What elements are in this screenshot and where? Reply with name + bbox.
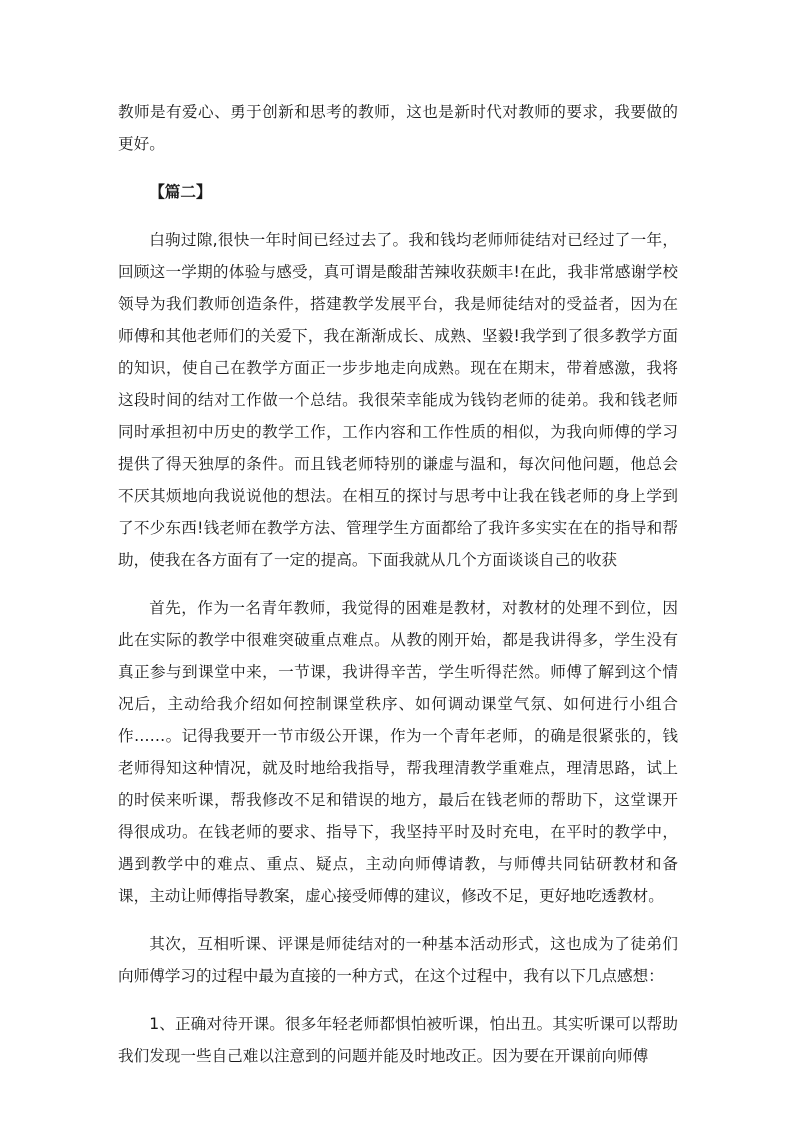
paragraph-point-1: 1、正确对待开课。很多年轻老师都惧怕被听课，怕出丑。其实听课可以帮助我们发现一些自己难以注意到的问题并能及时地改正。因为要在开课前向师傅 [118,1015,678,1065]
section-heading: 【篇二】 [149,183,212,201]
paragraph-overview: 白驹过隙,很快一年时间已经过去了。我和钱均老师师徒结对已经过了一年，回顾这一学期的体验与感受，真可谓是酸甜苦辣收获颇丰!在此，我非常感谢学校领导为我们教师创造条件，搭建教学发展平台，我是师徒结对的受益者，因为在师傅和其他老师们的关爱下，我在渐渐成长、成熟、坚毅!我学到了很多教学方面的知识，使自己在教学方面正一步步地走向成熟。现在在期末，带着感激，我将这段时间的结对工作做一个总结。我很荣幸能成为钱钧老师的徒弟。我和钱老师同时承担初中历史的教学工作，工作内容和工作性质的相似，为我向师傅的学习提供了得天独厚的条件。而且钱老师特别的谦虚与温和，每次问他问题，他总会不厌其烦地向我说说他的想法。在相互的探讨与思考中让我在钱老师的身上学到了不少东西!钱老师在教学方法、管理学生方面都给了我许多实实在在的指导和帮助，使我在各方面有了一定的提高。下面我就从几个方面谈谈自己的收获 [118,231,678,569]
paragraph-intro: 教师是有爱心、勇于创新和思考的教师，这也是新时代对教师的要求，我要做的更好。 [118,103,678,153]
document-body [118,96,678,1072]
paragraph-second: 其次，互相听课、评课是师徒结对的一种基本活动形式，这也成为了徒弟们向师傅学习的过程中最为直接的一种方式，在这个过程中，我有以下几点感想： [118,935,678,985]
paragraph-first: 首先，作为一名青年教师，我觉得的困难是教材，对教材的处理不到位，因此在实际的教学中很难突破重点难点。从教的刚开始，都是我讲得多，学生没有真正参与到课堂中来，一节课，我讲得辛苦，学生听得茫然。师傅了解到这个情况后，主动给我介绍如何控制课堂秩序、如何调动课堂气氛、如何进行小组合作……。记得我要开一节市级公开课，作为一个青年老师，的确是很紧张的，钱老师得知这种情况，就及时地给我指导，帮我理清教学重难点，理清思路，试上的时侯来听课，帮我修改不足和错误的地方，最后在钱老师的帮助下，这堂课开得很成功。在钱老师的要求、指导下，我坚持平时及时充电，在平时的教学中，遇到教学中的难点、重点、疑点，主动向师傅请教，与师傅共同钻研教材和备课，主动让师傅指导教案，虚心接受师傅的建议，修改不足，更好地吃透教材。 [118,599,678,905]
